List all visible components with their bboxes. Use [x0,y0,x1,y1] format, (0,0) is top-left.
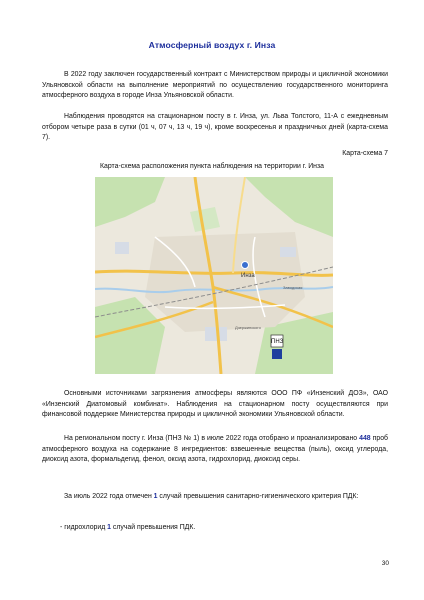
paragraph-samples [42,434,388,466]
page-title: Атмосферный воздух г. Инза [148,40,276,50]
map-small-label: Заводская [283,285,303,290]
map-svg [95,177,333,374]
paragraph-samples-after: проб атмосферного воздуха на содержание 8 ингредиентов: взвешенные вещества (пыль), оксид углерода, диоксид азота, формальдегид, фенол, оксид азота, гидрохлорид, диоксид серы. [42,435,388,464]
paragraph-exceedances [42,492,388,503]
paragraph-observations-text: Наблюдения проводятся на стационарном посту в г. Инза, ул. Льва Толстого, 11-А с ежедневным отбором четыре раза в сутки (01 ч, 07 ч, 13 ч, 19 ч), кроме воскресенья и праздничных дней (карта-схема 7). [42,113,388,142]
exceedances-count: 1 [153,493,158,500]
map-number: Карта-схема 7 [342,150,388,157]
paragraph-sources-text: Основными источниками загрязнения атмосферы являются ООО ПФ «Инзенский ДОЗ», ОАО «Инзенский Диатомовый комбинат». Наблюдения на стационарном посту осуществляются при финансовой поддержке Министерства природы и цикличной экономики Ульяновской области. [42,390,388,419]
map-city-label: Инза [241,273,255,279]
map-city-marker-icon [242,262,249,269]
map-post-marker-icon [272,349,282,359]
map-block-2 [280,247,296,257]
map-post-label: ПНЗ [271,339,284,345]
exceedance-item-after: случай превышения ПДК. [111,524,196,531]
exceedance-item [60,524,195,531]
paragraph-observations [42,112,388,144]
paragraph-exceedances-before: За июль 2022 года отмечен [64,493,154,500]
map-scheme [95,177,333,374]
exceedance-item-before: - гидрохлорид [60,524,108,531]
paragraph-samples-before: На региональном посту г. Инза (ПНЗ № 1) в июле 2022 года отобрано и проанализировано [64,435,360,442]
paragraph-contract-text: В 2022 году заключен государственный контракт с Министерством природы и цикличной экономики Ульяновской области на выполнение мероприятий по осуществлению государственного мониторинга атмосферного воздуха в городе Инза Ульяновской области. [42,71,388,100]
map-block-1 [115,242,129,254]
exceedance-item-count: 1 [107,524,112,531]
paragraph-exceedances-after: случай превышения санитарно-гигиенического критерия ПДК: [157,493,359,500]
map-caption: Карта-схема расположения пункта наблюдения на территории г. Инза [100,163,324,170]
paragraph-sources [42,389,388,421]
page-number: 30 [381,560,389,567]
map-small-label-2: Дзержинского [235,325,261,330]
samples-count: 448 [359,435,371,442]
paragraph-contract [42,70,388,102]
